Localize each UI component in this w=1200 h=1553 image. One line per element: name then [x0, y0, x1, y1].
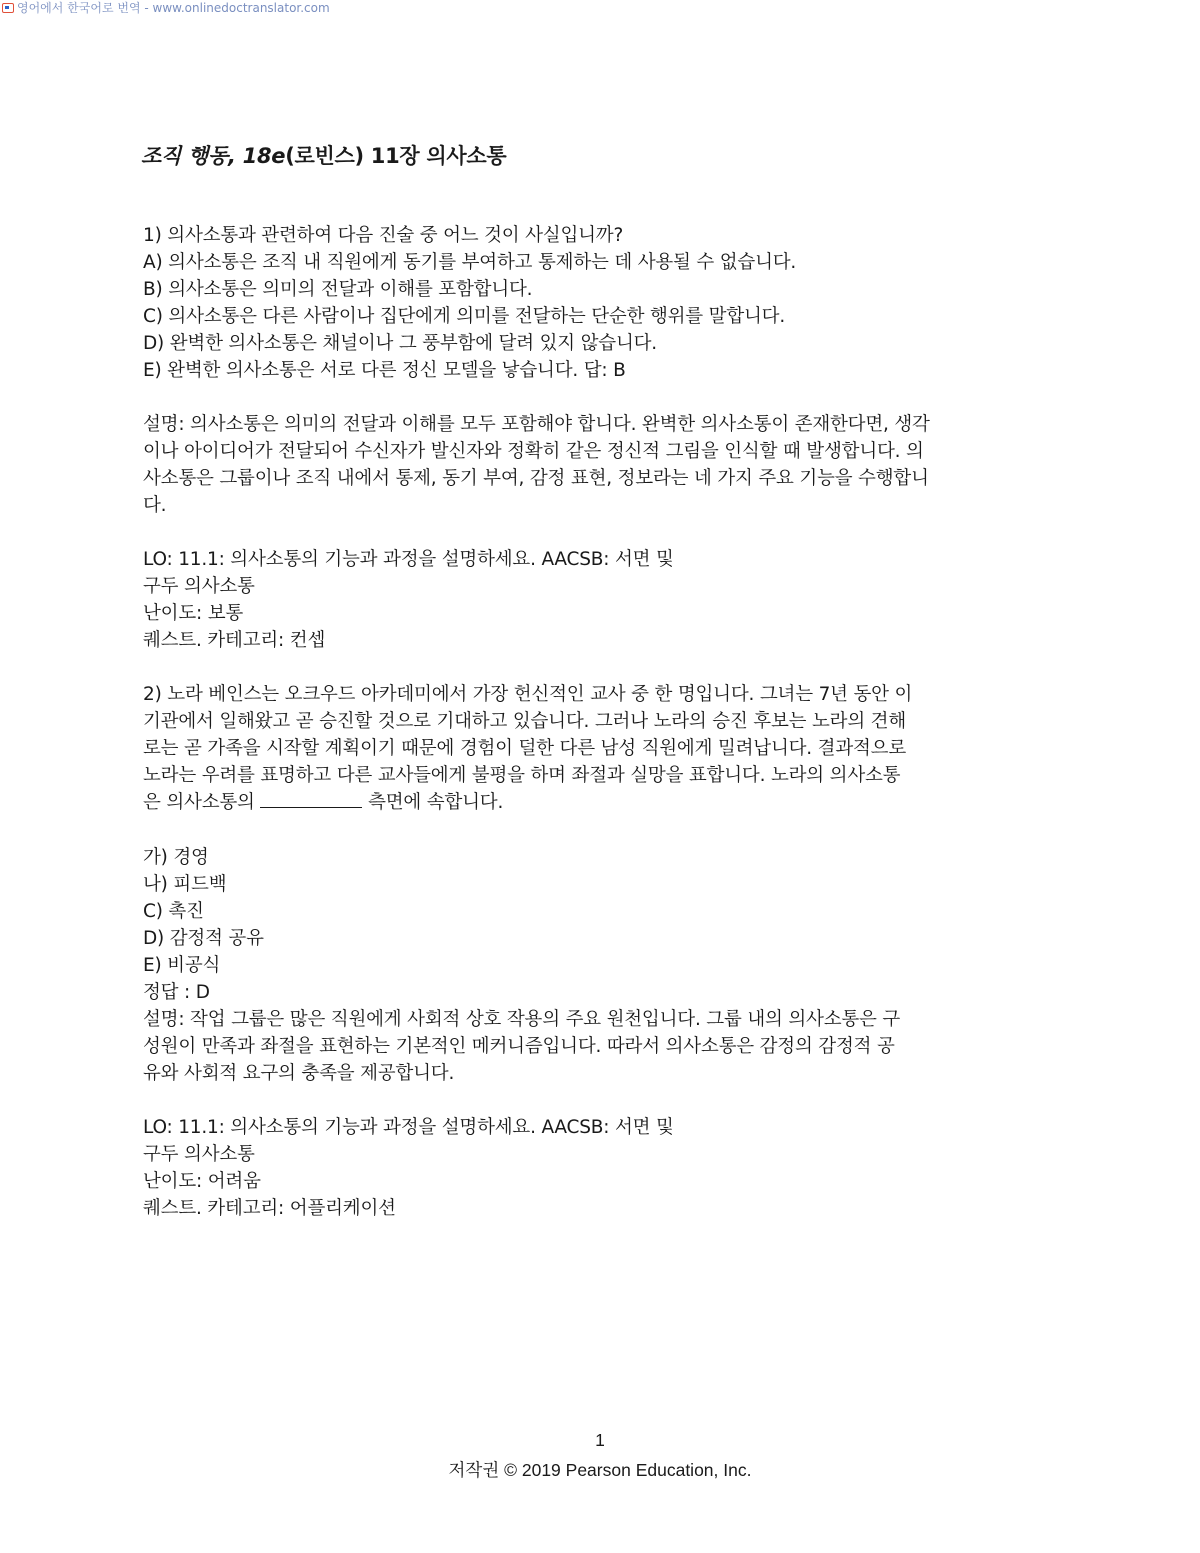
- q2-learning-objective-cont: 구두 의사소통: [143, 1144, 255, 1165]
- q2-option-a: 가) 경영: [143, 847, 209, 868]
- q1-explanation-line: 사소통은 그룹이나 조직 내에서 통제, 동기 부여, 감정 표현, 정보라는 네 가지 주요 기능을 수행합니: [143, 468, 929, 489]
- title-part1: 조직 행동, 18: [141, 144, 272, 168]
- watermark-text: 영어에서 한국어로 번역 - www.onlinedoctranslator.com: [17, 1, 330, 15]
- q2-option-c: C) 촉진: [143, 901, 204, 922]
- q2-explanation-line: 설명: 작업 그룹은 많은 직원에게 사회적 상호 작용의 주요 원천입니다. 그룹 내의 의사소통은 구: [143, 1009, 901, 1030]
- q1-learning-objective-cont: 구두 의사소통: [143, 576, 255, 597]
- translator-watermark[interactable]: [2, 0, 330, 15]
- q2-explanation-line: 유와 사회적 요구의 충족을 제공합니다.: [143, 1063, 455, 1084]
- q1-option-e-answer: E) 완벽한 의사소통은 서로 다른 정신 모델을 낳습니다. 답: B: [143, 360, 626, 381]
- q2-stem-last-line: [143, 788, 503, 814]
- copyright-notice: 저작권 © 2019 Pearson Education, Inc.: [448, 1460, 752, 1480]
- q1-option-c: C) 의사소통은 다른 사람이나 집단에게 의미를 전달하는 단순한 행위를 말합니다.: [143, 306, 786, 327]
- q1-explanation-line: 다.: [143, 495, 167, 516]
- q2-option-b: 나) 피드백: [143, 874, 227, 895]
- title-part2: (로빈스) 11장 의사소통: [285, 144, 507, 168]
- q2-difficulty: 난이도: 어려움: [143, 1171, 261, 1192]
- document-title: [141, 140, 506, 170]
- title-edition-suffix: e: [271, 144, 286, 168]
- q1-option-a: A) 의사소통은 조직 내 직원에게 동기를 부여하고 통제하는 데 사용될 수 없습니다.: [143, 252, 797, 273]
- q2-option-e: E) 비공식: [143, 955, 221, 976]
- q2-stem-before-blank: 은 의사소통의: [143, 792, 255, 813]
- q1-difficulty: 난이도: 보통: [143, 603, 244, 624]
- q1-option-b: B) 의사소통은 의미의 전달과 이해를 포함합니다.: [143, 279, 533, 300]
- q2-answer: 정답 : D: [143, 982, 210, 1003]
- q2-learning-objective: LO: 11.1: 의사소통의 기능과 과정을 설명하세요. AACSB: 서면 및: [143, 1117, 674, 1138]
- q2-category: 퀘스트. 카테고리: 어플리케이션: [143, 1198, 396, 1219]
- q2-stem-after-blank: 측면에 속합니다.: [368, 792, 504, 813]
- q1-option-d: D) 완벽한 의사소통은 채널이나 그 풍부함에 달려 있지 않습니다.: [143, 333, 657, 354]
- q2-stem-line: 노라는 우려를 표명하고 다른 교사들에게 불평을 하며 좌절과 실망을 표합니다. 노라의 의사소통: [143, 765, 901, 786]
- q1-stem: 1) 의사소통과 관련하여 다음 진술 중 어느 것이 사실입니까?: [143, 225, 624, 246]
- q2-stem-line: 2) 노라 베인스는 오크우드 아카데미에서 가장 헌신적인 교사 중 한 명입니다. 그녀는 7년 동안 이: [143, 684, 913, 705]
- q1-explanation-line: 이나 아이디어가 전달되어 수신자가 발신자와 정확히 같은 정신적 그림을 인식할 때 발생합니다. 의: [143, 441, 924, 462]
- q1-category: 퀘스트. 카테고리: 컨셉: [143, 630, 326, 651]
- q1-learning-objective: LO: 11.1: 의사소통의 기능과 과정을 설명하세요. AACSB: 서면 및: [143, 549, 674, 570]
- q2-option-d: D) 감정적 공유: [143, 928, 264, 949]
- q2-stem-line: 기관에서 일해왔고 곧 승진할 것으로 기대하고 있습니다. 그러나 노라의 승진 후보는 노라의 견해: [143, 711, 907, 732]
- fill-in-blank: [260, 793, 362, 808]
- page-number: 1: [595, 1430, 605, 1450]
- translator-logo-icon: [2, 3, 14, 13]
- q1-explanation-line: 설명: 의사소통은 의미의 전달과 이해를 모두 포함해야 합니다. 완벽한 의사소통이 존재한다면, 생각: [143, 414, 930, 435]
- q2-explanation-line: 성원이 만족과 좌절을 표현하는 기본적인 메커니즘입니다. 따라서 의사소통은 감정의 감정적 공: [143, 1036, 895, 1057]
- q2-stem-line: 로는 곧 가족을 시작할 계획이기 때문에 경험이 덜한 다른 남성 직원에게 밀려납니다. 결과적으로: [143, 738, 907, 759]
